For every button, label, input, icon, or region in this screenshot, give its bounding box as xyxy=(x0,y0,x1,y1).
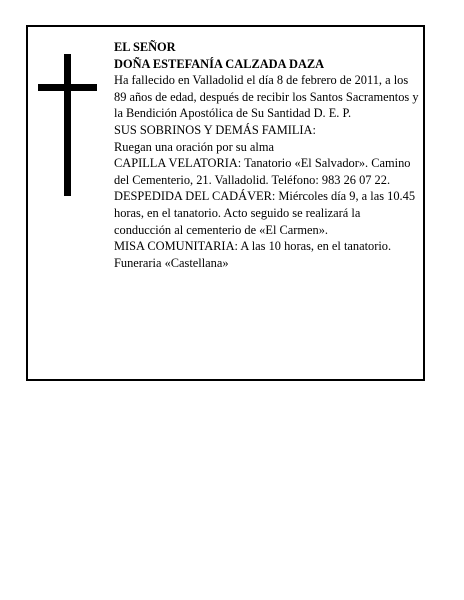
farewell-info: DESPEDIDA DEL CADÁVER: Miércoles día 9, a las 10.45 horas, en el tanatorio. Acto seguido se realizará la conducción al cementerio de «El Carmen». xyxy=(114,189,416,237)
notice-title: EL SEÑOR xyxy=(114,40,176,54)
deceased-name: DOÑA ESTEFANÍA CALZADA DAZA xyxy=(114,56,325,71)
family-line: SUS SOBRINOS Y DEMÁS FAMILIA: xyxy=(114,122,316,137)
obituary-text xyxy=(114,39,420,271)
mass-info: MISA COMUNITARIA: A las 10 horas, en el tanatorio. xyxy=(114,239,392,254)
funeral-home: Funeraria «Castellana» xyxy=(114,255,229,270)
cross-icon xyxy=(64,54,71,196)
cross-icon-bar xyxy=(38,84,97,91)
death-announcement: Ha fallecido en Valladolid el día 8 de febrero de 2011, a los 89 años de edad, después de recibir los Santos Sacramentos y la Bendición Apostólica de Su Santidad D. E. P. xyxy=(114,73,419,121)
prayer-request: Ruegan una oración por su alma xyxy=(114,139,274,154)
wake-chapel-info: CAPILLA VELATORIA: Tanatorio «El Salvador». Camino del Cementerio, 21. Valladolid. Teléfono: 983 26 07 22. xyxy=(114,156,411,187)
